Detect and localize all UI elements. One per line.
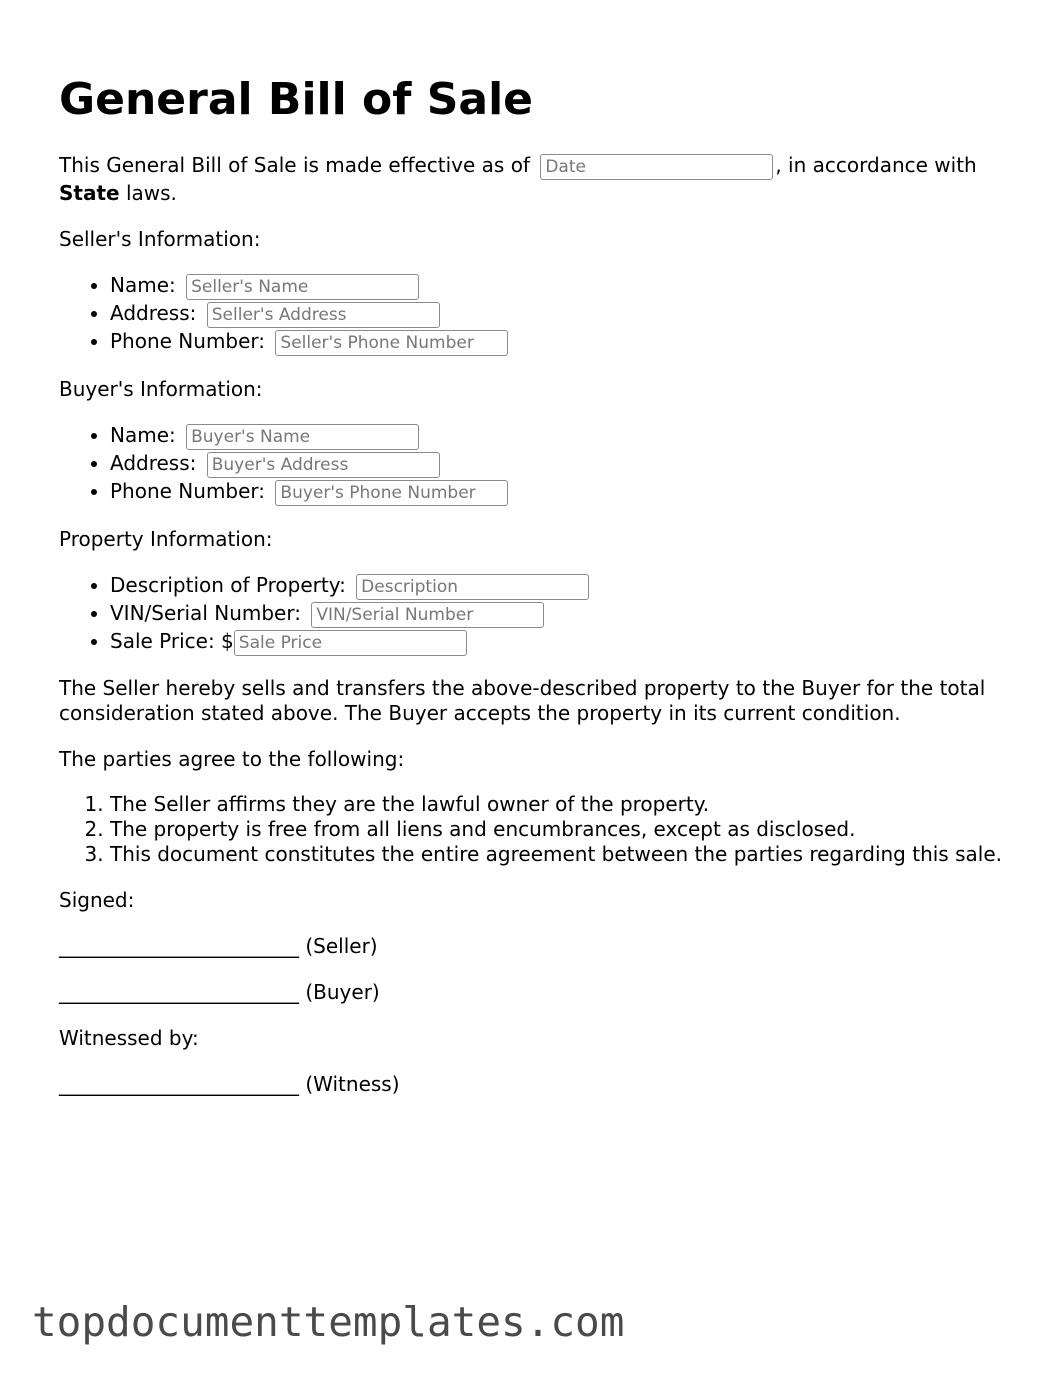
seller-signature-line: ________________________: [59, 934, 299, 958]
seller-signature-row: [59, 933, 1009, 959]
buyer-info-list: [59, 422, 1009, 506]
buyer-signature-line: ________________________: [59, 980, 299, 1004]
witness-signature-row: [59, 1071, 1009, 1097]
vin-serial-label: VIN/Serial Number:: [110, 601, 301, 625]
seller-phone-input[interactable]: [275, 330, 508, 356]
buyer-phone-input[interactable]: [275, 480, 508, 506]
buyer-name-input[interactable]: [186, 424, 419, 450]
buyer-address-input[interactable]: [207, 452, 440, 478]
document-title: General Bill of Sale: [59, 74, 534, 125]
list-item: [110, 422, 1009, 450]
list-item: [110, 328, 1009, 356]
state-label: State: [59, 181, 120, 205]
list-item: [110, 628, 1009, 656]
intro-laws-text: laws.: [119, 181, 177, 205]
sale-price-label: Sale Price: $: [110, 629, 234, 653]
seller-address-label: Address:: [110, 301, 197, 325]
list-item: [110, 300, 1009, 328]
witness-signature-caption: (Witness): [299, 1072, 400, 1096]
buyer-address-label: Address:: [110, 451, 197, 475]
document-body: [59, 72, 1009, 1117]
transfer-paragraph: The Seller hereby sells and transfers the above-described property to the Buyer for the total consideration stated above. The Buyer accepts the property in its current condition.: [59, 676, 986, 725]
property-heading: Property Information:: [59, 527, 273, 551]
seller-heading: Seller's Information:: [59, 227, 261, 251]
list-item: 3. This document constitutes the entire agreement between the parties regarding this sale.: [110, 842, 1009, 867]
seller-address-input[interactable]: [207, 302, 440, 328]
intro-text-before: This General Bill of Sale is made effective as of: [59, 153, 537, 177]
seller-signature-caption: (Seller): [299, 934, 378, 958]
list-item: [110, 450, 1009, 478]
buyer-signature-row: [59, 979, 1009, 1005]
list-item: [110, 272, 1009, 300]
list-item: [110, 572, 1009, 600]
intro-text-after: , in accordance with: [775, 153, 977, 177]
intro-paragraph: [59, 152, 1009, 206]
seller-name-input[interactable]: [186, 274, 419, 300]
signed-label: Signed:: [59, 888, 135, 912]
buyer-phone-label: Phone Number:: [110, 479, 266, 503]
agreement-list: [59, 792, 1009, 867]
seller-phone-label: Phone Number:: [110, 329, 266, 353]
witnessed-label: Witnessed by:: [59, 1026, 199, 1050]
buyer-signature-caption: (Buyer): [299, 980, 380, 1004]
seller-name-label: Name:: [110, 273, 176, 297]
seller-info-list: [59, 272, 1009, 356]
witness-signature-line: ________________________: [59, 1072, 299, 1096]
list-item: [110, 600, 1009, 628]
list-item: [110, 478, 1009, 506]
watermark-text: topdocumenttemplates.com: [32, 1298, 625, 1346]
agreement-heading: The parties agree to the following:: [59, 747, 405, 771]
buyer-heading: Buyer's Information:: [59, 377, 263, 401]
property-info-list: [59, 572, 1009, 656]
sale-price-input[interactable]: [234, 630, 467, 656]
date-input[interactable]: [540, 154, 773, 180]
vin-serial-input[interactable]: [311, 602, 544, 628]
list-item: 2. The property is free from all liens and encumbrances, except as disclosed.: [110, 817, 1009, 842]
property-description-label: Description of Property:: [110, 573, 346, 597]
list-item: 1. The Seller affirms they are the lawful owner of the property.: [110, 792, 1009, 817]
buyer-name-label: Name:: [110, 423, 176, 447]
property-description-input[interactable]: [356, 574, 589, 600]
